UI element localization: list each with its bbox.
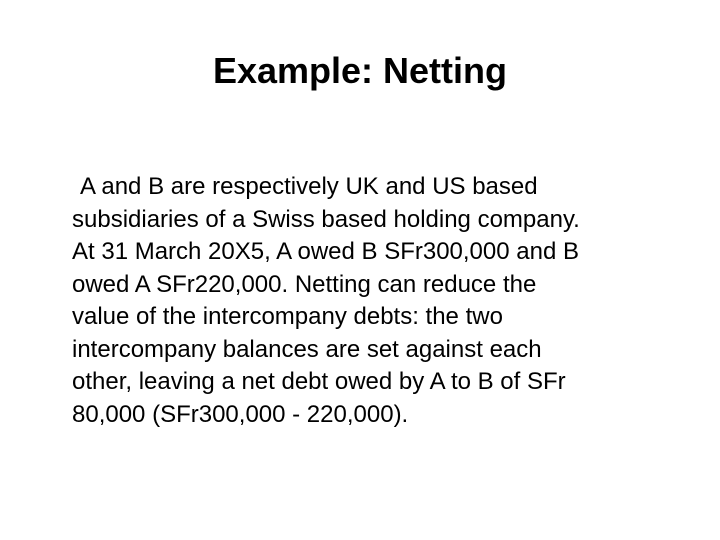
body-line: subsidiaries of a Swiss based holding company. bbox=[72, 205, 580, 233]
body-line: intercompany balances are set against each bbox=[72, 335, 542, 363]
body-line: 80,000 (SFr300,000 - 220,000). bbox=[72, 400, 409, 428]
body-line: A and B are respectively UK and US based bbox=[80, 173, 538, 200]
body-line: At 31 March 20X5, A owed B SFr300,000 and B bbox=[72, 238, 579, 265]
body-line: other, leaving a net debt owed by A to B of SFr bbox=[72, 368, 566, 395]
slide-body bbox=[72, 171, 692, 431]
slide-title: Example: Netting bbox=[212, 50, 508, 91]
body-line: owed A SFr220,000. Netting can reduce the bbox=[72, 270, 537, 298]
body-line: value of the intercompany debts: the two bbox=[72, 303, 503, 330]
